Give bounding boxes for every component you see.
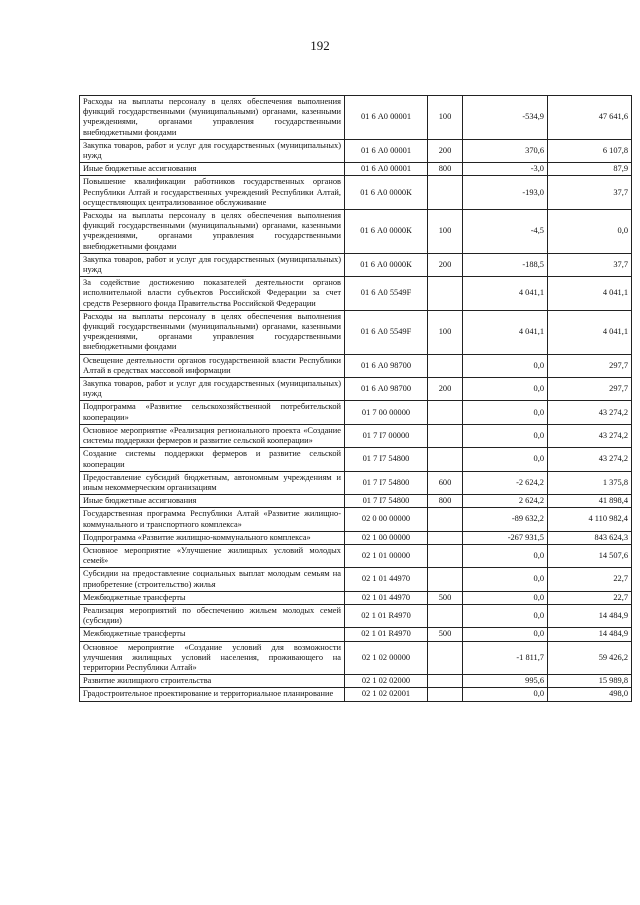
row-name: Иные бюджетные ассигнования xyxy=(80,163,345,176)
change-amount: 0,0 xyxy=(463,568,548,591)
budget-table xyxy=(79,95,632,702)
expense-type-code xyxy=(428,688,463,701)
row-name: Государственная программа Республики Алтай «Развитие жилищно-коммунального и транспортного комплекса» xyxy=(80,508,345,531)
row-name: За содействие достижению показателей деятельности органов исполнительной власти субъектов Российской Федерации за счет средств Резервного фонда Правительства Российской Федерации xyxy=(80,277,345,311)
target-article-code: 01 7 I7 00000 xyxy=(345,424,428,447)
row-name: Межбюджетные трансферты xyxy=(80,591,345,604)
total-amount: 14 507,6 xyxy=(548,544,632,567)
row-name: Реализация мероприятий по обеспечению жильем молодых семей (субсидии) xyxy=(80,604,345,627)
total-amount: 4 110 982,4 xyxy=(548,508,632,531)
target-article-code: 02 1 02 00000 xyxy=(345,641,428,675)
target-article-code: 01 7 I7 54800 xyxy=(345,448,428,471)
target-article-code: 01 7 I7 54800 xyxy=(345,495,428,508)
table-row xyxy=(80,591,632,604)
expense-type-code: 200 xyxy=(428,253,463,276)
target-article-code: 01 7 I7 54800 xyxy=(345,471,428,494)
row-name: Градостроительное проектирование и территориальное планирование xyxy=(80,688,345,701)
change-amount: 4 041,1 xyxy=(463,277,548,311)
target-article-code: 02 0 00 00000 xyxy=(345,508,428,531)
total-amount: 0,0 xyxy=(548,210,632,254)
target-article-code: 01 6 А0 5549F xyxy=(345,310,428,354)
total-amount: 4 041,1 xyxy=(548,310,632,354)
total-amount: 87,9 xyxy=(548,163,632,176)
row-name: Субсидии на предоставление социальных выплат молодым семьям на приобретение (строительство) жилья xyxy=(80,568,345,591)
row-name: Иные бюджетные ассигнования xyxy=(80,495,345,508)
change-amount: 2 624,2 xyxy=(463,495,548,508)
expense-type-code: 600 xyxy=(428,471,463,494)
row-name: Повышение квалификации работников государственных органов Республики Алтай и государственных учреждений Республики Алтай, осуществляющих централизованное обслуживание xyxy=(80,176,345,210)
total-amount: 297,7 xyxy=(548,378,632,401)
target-article-code: 02 1 01 44970 xyxy=(345,591,428,604)
expense-type-code xyxy=(428,424,463,447)
table-row xyxy=(80,354,632,377)
target-article-code: 01 6 А0 5549F xyxy=(345,277,428,311)
total-amount: 14 484,9 xyxy=(548,628,632,641)
table-row xyxy=(80,531,632,544)
target-article-code: 02 1 00 00000 xyxy=(345,531,428,544)
row-name: Освещение деятельности органов государственной власти Республики Алтай в средствах массовой информации xyxy=(80,354,345,377)
table-row xyxy=(80,495,632,508)
row-name: Расходы на выплаты персоналу в целях обеспечения выполнения функций государственными (муниципальными) органами, казенными учреждениями, органами управления государственными внебюджетными фондами xyxy=(80,310,345,354)
total-amount: 43 274,2 xyxy=(548,401,632,424)
change-amount: 0,0 xyxy=(463,354,548,377)
row-name: Основное мероприятие «Создание условий для возможности улучшения жилищных условий населения, проживающего на территории Республики Алтай» xyxy=(80,641,345,675)
change-amount: 0,0 xyxy=(463,628,548,641)
expense-type-code: 100 xyxy=(428,310,463,354)
change-amount: -89 632,2 xyxy=(463,508,548,531)
expense-type-code xyxy=(428,641,463,675)
table-row xyxy=(80,568,632,591)
table-row xyxy=(80,544,632,567)
target-article-code: 01 6 А0 00001 xyxy=(345,139,428,162)
expense-type-code: 500 xyxy=(428,591,463,604)
target-article-code: 01 6 А0 98700 xyxy=(345,378,428,401)
row-name: Основное мероприятие «Реализация регионального проекта «Создание системы поддержки фермеров и развитие сельской кооперации» xyxy=(80,424,345,447)
change-amount: -267 931,5 xyxy=(463,531,548,544)
expense-type-code xyxy=(428,531,463,544)
expense-type-code: 100 xyxy=(428,210,463,254)
table-row xyxy=(80,448,632,471)
total-amount: 15 989,8 xyxy=(548,675,632,688)
change-amount: 370,6 xyxy=(463,139,548,162)
expense-type-code: 100 xyxy=(428,96,463,140)
row-name: Закупка товаров, работ и услуг для государственных (муниципальных) нужд xyxy=(80,378,345,401)
target-article-code: 02 1 01 44970 xyxy=(345,568,428,591)
total-amount: 22,7 xyxy=(548,568,632,591)
total-amount: 843 624,3 xyxy=(548,531,632,544)
change-amount: -188,5 xyxy=(463,253,548,276)
expense-type-code: 200 xyxy=(428,378,463,401)
expense-type-code xyxy=(428,277,463,311)
target-article-code: 02 1 02 02000 xyxy=(345,675,428,688)
row-name: Основное мероприятие «Улучшение жилищных условий молодых семей» xyxy=(80,544,345,567)
target-article-code: 01 6 А0 98700 xyxy=(345,354,428,377)
table-row xyxy=(80,424,632,447)
table-row xyxy=(80,508,632,531)
row-name: Межбюджетные трансферты xyxy=(80,628,345,641)
change-amount: 0,0 xyxy=(463,604,548,627)
table-row xyxy=(80,277,632,311)
row-name: Подпрограмма «Развитие жилищно-коммунального комплекса» xyxy=(80,531,345,544)
change-amount: -4,5 xyxy=(463,210,548,254)
change-amount: -3,0 xyxy=(463,163,548,176)
target-article-code: 01 6 А0 0000К xyxy=(345,176,428,210)
expense-type-code xyxy=(428,544,463,567)
target-article-code: 02 1 01 R4970 xyxy=(345,628,428,641)
target-article-code: 01 6 А0 00001 xyxy=(345,96,428,140)
expense-type-code xyxy=(428,401,463,424)
budget-table-body xyxy=(80,96,632,702)
total-amount: 498,0 xyxy=(548,688,632,701)
table-row xyxy=(80,176,632,210)
expense-type-code xyxy=(428,354,463,377)
change-amount: 0,0 xyxy=(463,448,548,471)
total-amount: 41 898,4 xyxy=(548,495,632,508)
total-amount: 59 426,2 xyxy=(548,641,632,675)
table-row xyxy=(80,641,632,675)
change-amount: 0,0 xyxy=(463,544,548,567)
change-amount: -2 624,2 xyxy=(463,471,548,494)
row-name: Закупка товаров, работ и услуг для государственных (муниципальных) нужд xyxy=(80,139,345,162)
expense-type-code xyxy=(428,568,463,591)
table-row xyxy=(80,628,632,641)
change-amount: 0,0 xyxy=(463,378,548,401)
expense-type-code xyxy=(428,508,463,531)
table-row xyxy=(80,471,632,494)
table-row xyxy=(80,96,632,140)
expense-type-code: 800 xyxy=(428,495,463,508)
table-row xyxy=(80,401,632,424)
total-amount: 37,7 xyxy=(548,253,632,276)
target-article-code: 02 1 01 R4970 xyxy=(345,604,428,627)
row-name: Создание системы поддержки фермеров и развитие сельской кооперации xyxy=(80,448,345,471)
table-row xyxy=(80,139,632,162)
expense-type-code: 200 xyxy=(428,139,463,162)
table-row xyxy=(80,688,632,701)
change-amount: 0,0 xyxy=(463,688,548,701)
target-article-code: 01 6 А0 0000К xyxy=(345,210,428,254)
table-row xyxy=(80,604,632,627)
expense-type-code: 500 xyxy=(428,628,463,641)
page-number: 192 xyxy=(310,38,330,53)
target-article-code: 02 1 01 00000 xyxy=(345,544,428,567)
table-row xyxy=(80,378,632,401)
row-name: Предоставление субсидий бюджетным, автономным учреждениям и иным некоммерческим организациям xyxy=(80,471,345,494)
row-name: Расходы на выплаты персоналу в целях обеспечения выполнения функций государственными (муниципальными) органами, казенными учреждениями, органами управления государственными внебюджетными фондами xyxy=(80,96,345,140)
change-amount: -1 811,7 xyxy=(463,641,548,675)
table-row xyxy=(80,675,632,688)
target-article-code: 02 1 02 02001 xyxy=(345,688,428,701)
table-row xyxy=(80,210,632,254)
total-amount: 297,7 xyxy=(548,354,632,377)
table-row xyxy=(80,310,632,354)
table-row xyxy=(80,163,632,176)
row-name: Подпрограмма «Развитие сельскохозяйственной потребительской кооперации» xyxy=(80,401,345,424)
row-name: Закупка товаров, работ и услуг для государственных (муниципальных) нужд xyxy=(80,253,345,276)
table-row xyxy=(80,253,632,276)
expense-type-code xyxy=(428,176,463,210)
total-amount: 4 041,1 xyxy=(548,277,632,311)
change-amount: 0,0 xyxy=(463,424,548,447)
change-amount: -534,9 xyxy=(463,96,548,140)
total-amount: 37,7 xyxy=(548,176,632,210)
total-amount: 1 375,8 xyxy=(548,471,632,494)
total-amount: 47 641,6 xyxy=(548,96,632,140)
change-amount: 0,0 xyxy=(463,591,548,604)
row-name: Расходы на выплаты персоналу в целях обеспечения выполнения функций государственными (муниципальными) органами, казенными учреждениями, органами управления государственными внебюджетными фондами xyxy=(80,210,345,254)
expense-type-code xyxy=(428,604,463,627)
total-amount: 43 274,2 xyxy=(548,448,632,471)
row-name: Развитие жилищного строительства xyxy=(80,675,345,688)
change-amount: 4 041,1 xyxy=(463,310,548,354)
total-amount: 22,7 xyxy=(548,591,632,604)
total-amount: 43 274,2 xyxy=(548,424,632,447)
total-amount: 6 107,8 xyxy=(548,139,632,162)
target-article-code: 01 6 А0 0000К xyxy=(345,253,428,276)
expense-type-code xyxy=(428,448,463,471)
change-amount: 995,6 xyxy=(463,675,548,688)
expense-type-code xyxy=(428,675,463,688)
change-amount: -193,0 xyxy=(463,176,548,210)
total-amount: 14 484,9 xyxy=(548,604,632,627)
expense-type-code: 800 xyxy=(428,163,463,176)
target-article-code: 01 6 А0 00001 xyxy=(345,163,428,176)
change-amount: 0,0 xyxy=(463,401,548,424)
target-article-code: 01 7 00 00000 xyxy=(345,401,428,424)
